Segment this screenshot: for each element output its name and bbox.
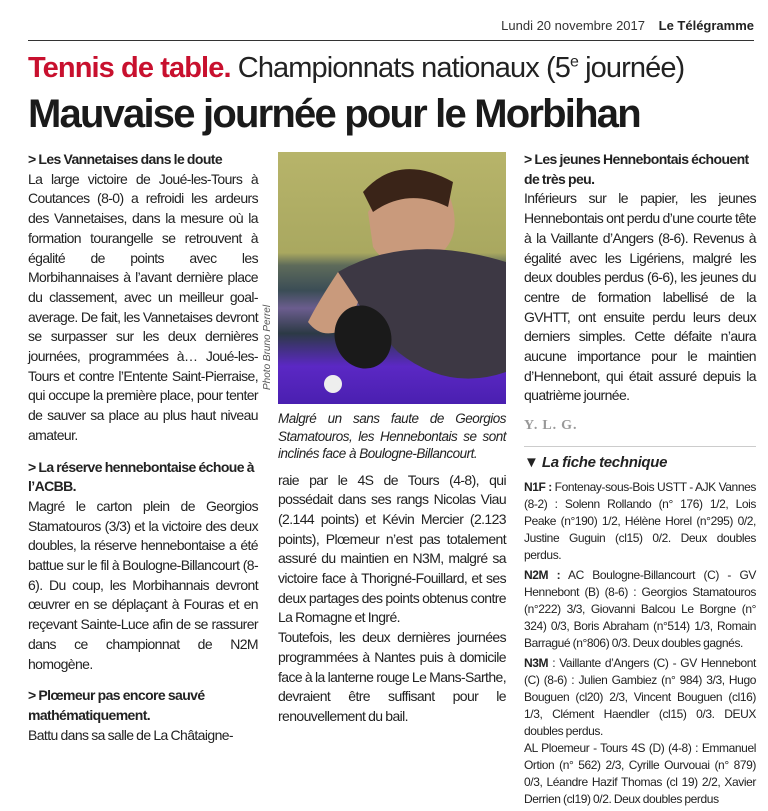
- photo-credit: Photo Bruno Perrel: [262, 304, 273, 390]
- kicker: [28, 52, 684, 85]
- column-3: [524, 150, 756, 811]
- fiche-text: Fontenay-sous-Bois USTT - AJK Vannes (8-2) : Solenn Rollando (n° 176) 1/2, Lois Peake (n°190) 1/2, Hélène Horel (n°295) 0/2, Justine Guguin (cl15) 0/2. Deux doubles perdus.: [524, 479, 756, 562]
- section-title: > La réserve hennebontaise échoue à l’ACBB.: [28, 458, 254, 495]
- page-header: [28, 18, 754, 41]
- section-text: La large victoire de Joué-les-Tours à Coutances (8-0) a refroidi les ardeurs des Vannetaises, dans la mesure où la formation tourangelle se retrouvent à égalité de points avec les Morbihannaises à l’avant dernière place du classement, avec un meilleur goal-average. De fait, les Vannetaises devront se surpasser sur les deux dernières journées, programmées à… Joué-les-Tours et contre l’Entente Saint-Pierraise, qui occupe la première place, pour tenter de sauver sa place au plus haut niveau amateur.: [28, 170, 258, 443]
- fiche-text: : Vaillante d’Angers (C) - GV Hennebont (C) (8-6) : Julien Gambiez (n° 984) 3/3, Hugo Bouguen (cl20) 2/3, Vincent Bouguen (cl16) 1/3, Clément Haendler (cl15) 0/3. DEUX doubles perdus.: [524, 655, 756, 738]
- kicker-sup: e: [569, 53, 578, 71]
- headline: Mauvaise journée pour le Morbihan: [28, 92, 640, 136]
- column-2-wrapper: [278, 152, 506, 727]
- newspaper-name: Le Télégramme: [658, 18, 754, 33]
- section-title: > Les jeunes Hennebontais échouent de très peu.: [524, 151, 749, 187]
- fiche-label: N2M :: [524, 567, 561, 582]
- fiche-entry: [524, 567, 756, 652]
- kicker-text: Championnats nationaux (5: [237, 52, 570, 84]
- rubric: Tennis de table.: [28, 52, 231, 84]
- fiche-entry: [524, 479, 756, 564]
- fiche-entry: [524, 655, 756, 740]
- fiche-technique: [524, 479, 756, 808]
- photo-player: [278, 152, 506, 404]
- section-text: Battu dans sa salle de La Châtaigne-: [28, 726, 233, 743]
- section-text: Magré le carton plein de Georgios Stamatouros (3/3) et la victoire des deux doubles, la réserve hennebontaise a été battue sur le fil à Boulogne-Billancourt (8-6). Du coup, les Morbihannais devront œuvrer en se déplaçant à Fouras et en reçevant Sainte-Luce afin de se rassurer dans ce championnat de N2M homogène.: [28, 497, 258, 672]
- fiche-title: ▼ La fiche technique: [524, 446, 756, 473]
- section-text: Inférieurs sur le papier, les jeunes Hennebontais ont perdu d’une courte tête à la Vaillante d’Angers (8-6). Revenus à égalité avec les Ligériens, malgré les deux doubles perdus (6-6), les jeunes du centre de formation labellisé de la GVHTT, ont ensuite perdu leurs deux derniers simples. Cette défaite n’aura aucune importance pour le maintien d’Hennebont, qui était assuré depuis la quatrième journée.: [524, 190, 756, 404]
- section-title: > Plœmeur pas encore sauvé mathématiquement.: [28, 687, 205, 723]
- paragraph: Toutefois, les deux dernières journées programmées à Nantes puis à domicile face à la lanterne rouge Le Mans-Sarthe, devraient être suffisant pour le renouvellement du bail.: [278, 629, 506, 724]
- photo-caption: Malgré un sans faute de Georgios Stamatouros, les Hennebontais se sont inclinés face à Boulogne-Billancourt.: [278, 411, 506, 461]
- column-1: [28, 150, 258, 745]
- author-signature: Y. L. G.: [524, 418, 578, 434]
- paragraph: raie par le 4S de Tours (4-8), qui possédait dans ses rangs Nicolas Viau (2.144 points) et Kévin Mercier (2.123 points), Plœmeur n’est pas totalement assuré du maintien en N3M, malgré sa victoire face à Thorigné-Fouillard, et ses deux partages des points obtenus contre La Romagne et Ingré.: [278, 471, 506, 626]
- fiche-text: AL Ploemeur - Tours 4S (D) (4-8) : Emmanuel Ortion (n° 562) 2/3, Cyrille Ourvouai (n° 879) 0/3, Léandre Hazif Thomas (cl 19) 2/2, Xavier Derrien (cl19) 0/2. Deux doubles perdus: [524, 740, 756, 806]
- kicker-end: journée): [577, 52, 685, 84]
- column-2: [278, 471, 506, 727]
- issue-date: Lundi 20 novembre 2017: [501, 18, 645, 33]
- fiche-text: AC Boulogne-Billancourt (C) - GV Hennebont (B) (8-6) : Georgios Stamatouros (n°222) 3/3, Giovanni Balcou Le Borgne (n° 324) 0/3, Boris Abraham (n°514) 1/3, Romain Barragué (n°806) 0/3. Deux doubles gagnés.: [524, 567, 756, 650]
- fiche-label: N1F :: [524, 479, 552, 494]
- fiche-entry: [524, 740, 756, 808]
- section-title: > Les Vannetaises dans le doute: [28, 151, 223, 167]
- fiche-label: N3M: [524, 655, 549, 670]
- player-illustration: [278, 152, 506, 404]
